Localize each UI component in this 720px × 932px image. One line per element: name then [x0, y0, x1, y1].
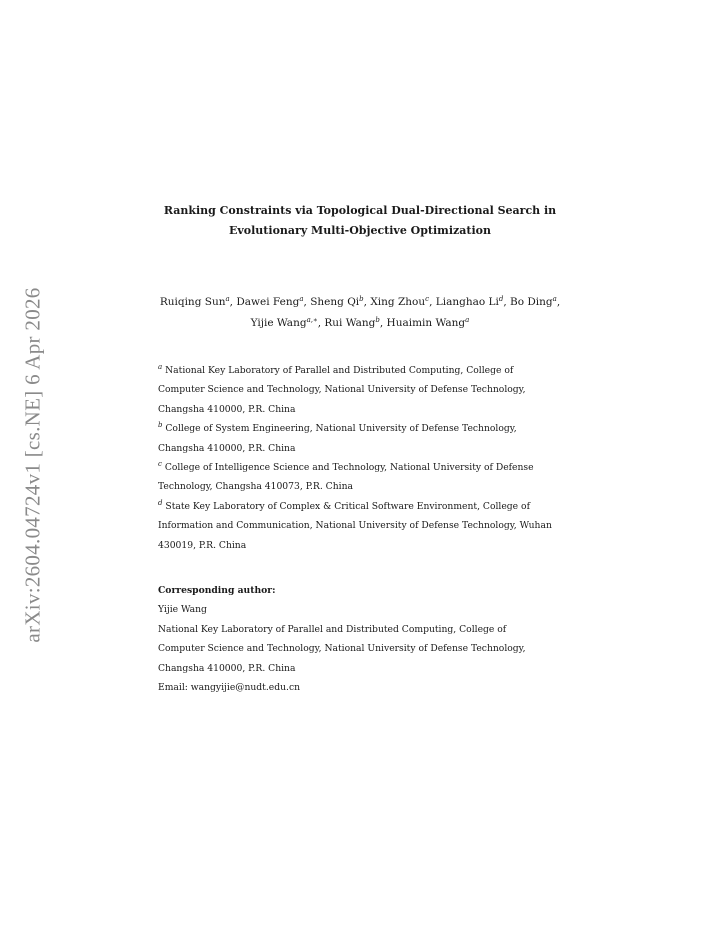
affil-mark: d [158, 498, 163, 507]
author-name: , Bo Ding [503, 296, 553, 308]
author-affil-mark: c [425, 295, 430, 303]
author-affil-mark: a [299, 295, 304, 303]
title-line-2: Evolutionary Multi-Objective Optimization [229, 224, 491, 237]
author-affil-mark: d [498, 295, 504, 303]
author-list [0, 292, 720, 334]
corresponding-email: Email: wangyijie@nudt.edu.cn [158, 682, 301, 694]
author-name: , Rui Wang [317, 317, 376, 329]
affiliation-a-line: $^a$ National Key Laboratory of Parallel and Distributed Computing, College of [158, 363, 514, 376]
affiliations [158, 361, 578, 555]
affiliation-c-line: $^c$ College of Intelligence Science and Technology, National University of Defense [158, 460, 534, 474]
author-line-1 [0, 292, 720, 313]
affil-mark: b [158, 421, 163, 430]
corresponding-author-block [158, 581, 578, 697]
title-line-1: Ranking Constraints via Topological Dual-Directional Search in [163, 204, 557, 217]
corresponding-address-line: Computer Science and Technology, National University of Defense Technology, [158, 643, 526, 655]
corresponding-author-name: Yijie Wang [158, 604, 207, 616]
author-affil-mark: a,∗ [306, 316, 318, 324]
author-name: , Huaimin Wang [379, 317, 466, 329]
corresponding-address-line: Changsha 410000, P.R. China [158, 662, 296, 674]
author-affil-mark: a [552, 295, 557, 303]
affiliation-a-line: Computer Science and Technology, National University of Defense Technology, [158, 384, 526, 396]
affiliation-a-line: Changsha 410000, P.R. China [158, 403, 296, 415]
author-affil-mark: a [465, 316, 470, 324]
author-name: Yijie Wang [250, 317, 307, 329]
affiliation-b-line: Changsha 410000, P.R. China [158, 442, 296, 454]
author-affil-mark: b [359, 295, 364, 303]
author-affil-mark: a [225, 295, 230, 303]
author-affil-mark: b [375, 316, 380, 324]
corresponding-author-heading: Corresponding author: [158, 585, 276, 596]
affiliation-d-line: 430019, P.R. China [158, 539, 247, 551]
affil-mark: a [158, 363, 163, 371]
affiliation-b-line: $^b$ College of System Engineering, National University of Defense Technology, [158, 421, 517, 435]
affiliation-c-line: Technology, Changsha 410073, P.R. China [158, 481, 353, 493]
author-line-2 [0, 313, 720, 334]
author-name: , Dawei Feng [229, 296, 300, 308]
paper-title [0, 201, 720, 241]
affiliation-d-line: Information and Communication, National University of Defense Technology, Wuhan [158, 520, 552, 532]
affil-mark: c [158, 460, 162, 469]
author-name: , Lianghao Li [429, 296, 499, 308]
affiliation-d-line: $^d$ State Key Laboratory of Complex & Critical Software Environment, College of [158, 498, 530, 512]
arxiv-identifier: arXiv:2604.04724v1 [cs.NE] 6 Apr 2026 [20, 287, 45, 643]
author-name: , Xing Zhou [363, 296, 426, 308]
author-name: Ruiqing Sun [159, 296, 226, 308]
author-separator: , [556, 296, 561, 308]
author-name: , Sheng Qi [303, 296, 360, 308]
corresponding-address-line: National Key Laboratory of Parallel and Distributed Computing, College of [158, 623, 507, 635]
